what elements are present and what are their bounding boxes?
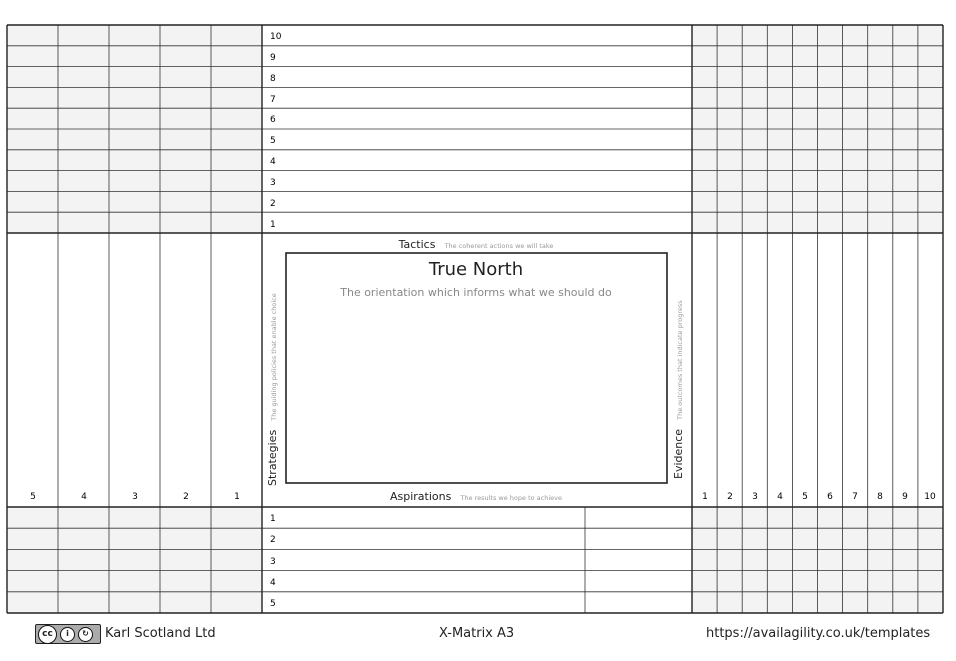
- strategy-number: 2: [183, 492, 189, 502]
- strategies-heading: [261, 293, 280, 486]
- evidence-number: 7: [852, 492, 858, 502]
- evidence-number: 9: [902, 492, 908, 502]
- footer-author: Karl Scotland Ltd: [105, 626, 216, 641]
- evidence-number: 10: [924, 492, 936, 502]
- tactic-number: 9: [270, 53, 276, 63]
- tactic-number: 6: [270, 115, 276, 125]
- attribution-icon: i: [60, 627, 75, 642]
- tactic-number: 4: [270, 157, 276, 167]
- evidence-number: 3: [752, 492, 758, 502]
- tactics-heading: [398, 233, 554, 252]
- aspiration-number: 3: [270, 557, 276, 567]
- aspiration-number: 4: [270, 578, 276, 588]
- strategy-number: 5: [30, 492, 36, 502]
- tactic-number: 5: [270, 136, 276, 146]
- strategy-number: 1: [234, 492, 240, 502]
- aspiration-number: 2: [270, 535, 276, 545]
- cc-icon: cc: [38, 625, 57, 644]
- aspiration-number: 5: [270, 599, 276, 609]
- creative-commons-by-sa-icon: [35, 624, 101, 644]
- aspirations-heading: [390, 485, 562, 504]
- tactic-number: 10: [270, 32, 282, 42]
- evidence-label: Evidence: [672, 428, 685, 479]
- tactic-number: 3: [270, 178, 276, 188]
- footer-doc-title: X-Matrix A3: [439, 626, 515, 641]
- share-alike-icon: ↻: [78, 627, 93, 642]
- center-panel: [261, 233, 686, 504]
- evidence-number: 6: [827, 492, 833, 502]
- aspiration-number: 1: [270, 514, 276, 524]
- evidence-number: 5: [802, 492, 808, 502]
- evidence-columns: [702, 492, 936, 502]
- strategies-description: The guiding policies that enable choice: [270, 293, 278, 421]
- strategies-label: Strategies: [266, 429, 279, 486]
- evidence-heading: [667, 300, 686, 479]
- tactics-description: The coherent actions we will take: [444, 242, 554, 250]
- tactics-label: Tactics: [398, 238, 436, 251]
- tactic-number: 7: [270, 95, 276, 105]
- aspirations-description: The results we hope to achieve: [460, 494, 563, 502]
- strategy-number: 3: [132, 492, 138, 502]
- evidence-number: 8: [877, 492, 883, 502]
- strategy-number: 4: [81, 492, 87, 502]
- tactic-number: 8: [270, 74, 276, 84]
- tactic-number: 2: [270, 199, 276, 209]
- footer-url[interactable]: https://availagility.co.uk/templates: [706, 626, 931, 641]
- tactics-rows: [270, 32, 282, 230]
- evidence-number: 1: [702, 492, 708, 502]
- evidence-number: 2: [727, 492, 733, 502]
- true-north-subtitle: The orientation which informs what we should do: [340, 286, 612, 299]
- evidence-number: 4: [777, 492, 783, 502]
- true-north-title: True North: [428, 259, 524, 280]
- aspirations-label: Aspirations: [389, 490, 452, 503]
- tactic-number: 1: [270, 220, 276, 230]
- evidence-description: The outcomes that indicate progress: [676, 300, 684, 420]
- strategies-columns: [30, 492, 240, 502]
